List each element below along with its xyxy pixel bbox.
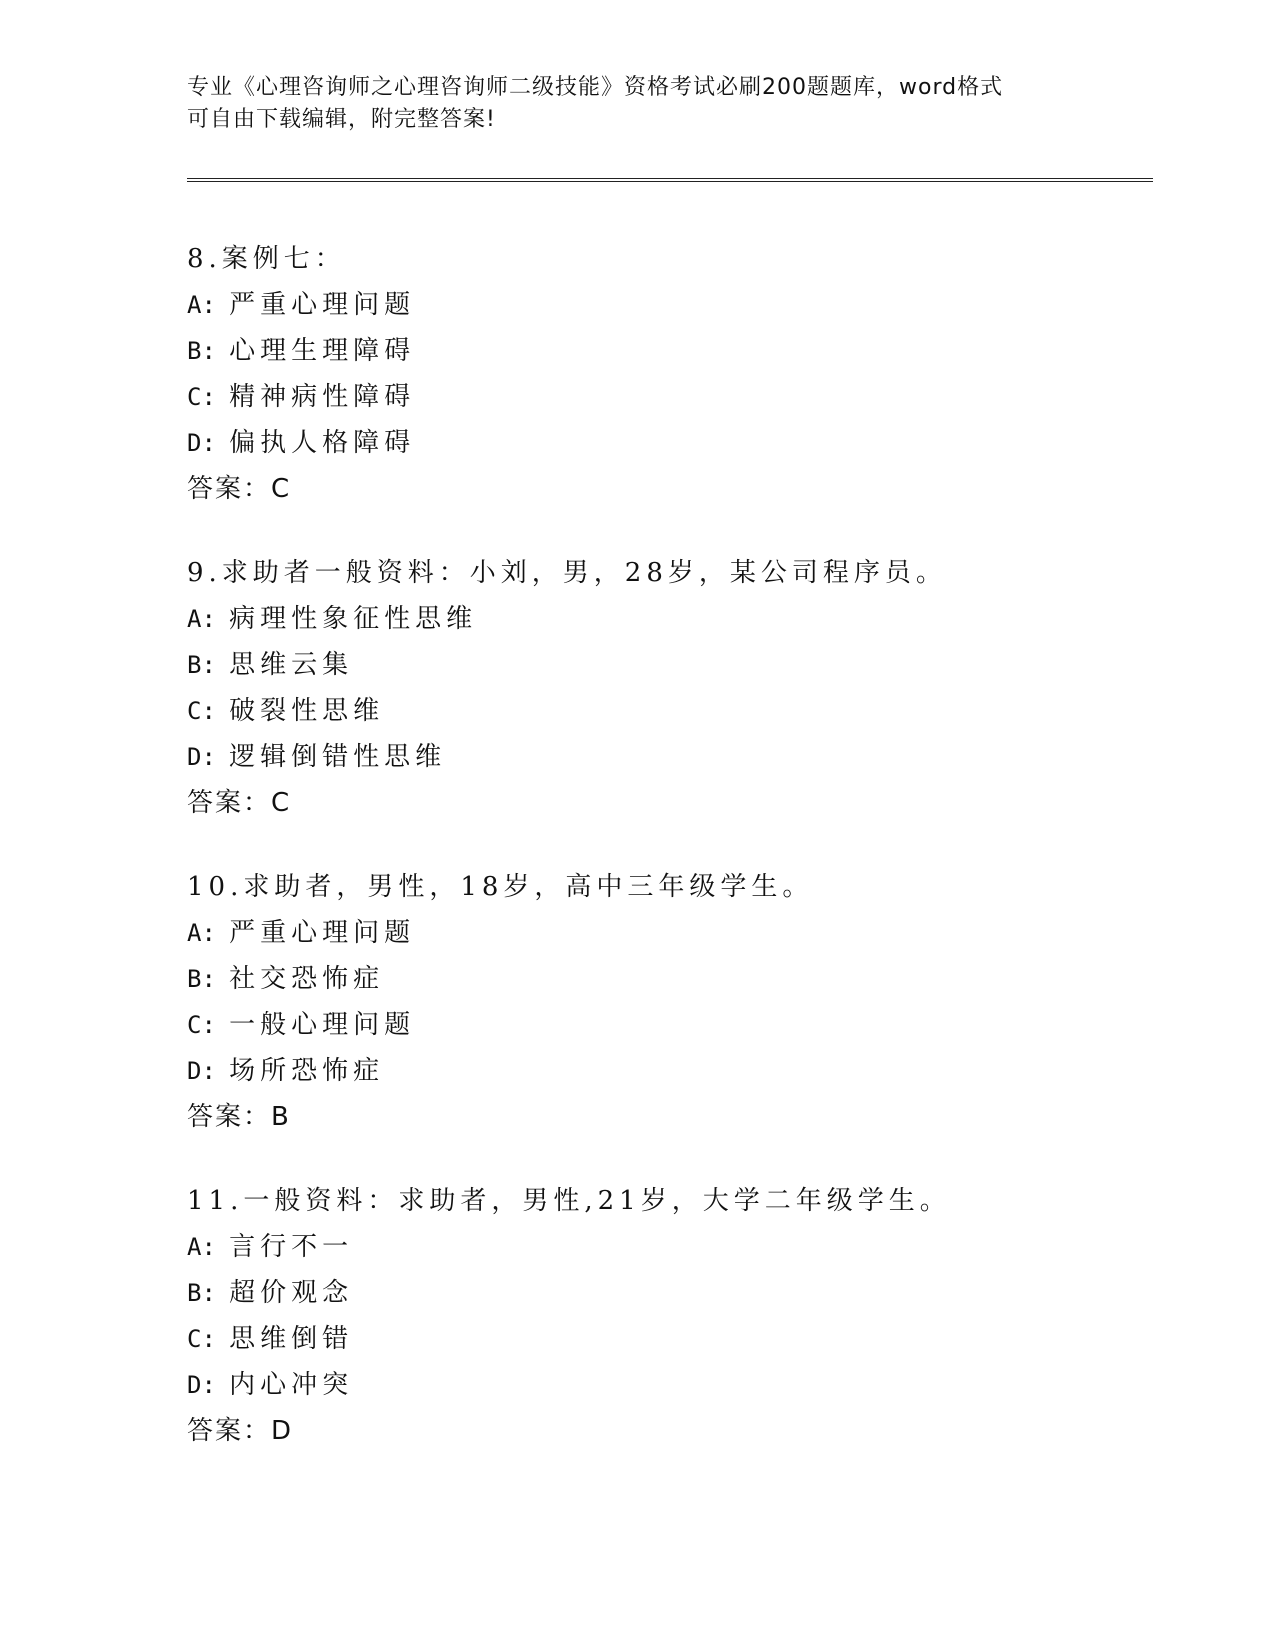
option-text: 超价观念 bbox=[229, 1278, 354, 1308]
option-letter: D: bbox=[187, 1057, 216, 1085]
question-8 bbox=[187, 236, 1147, 512]
option-text: 思维云集 bbox=[229, 650, 354, 680]
option-text: 心理生理障碍 bbox=[229, 336, 416, 366]
question-10 bbox=[187, 864, 1147, 1140]
option-text: 一般心理问题 bbox=[229, 1010, 416, 1040]
option-d bbox=[187, 1362, 1147, 1408]
option-letter: B: bbox=[187, 337, 216, 365]
answer-line: 答案：D bbox=[187, 1416, 294, 1446]
option-b bbox=[187, 956, 1147, 1002]
option-letter: A: bbox=[187, 605, 216, 633]
header-title-line-2: 可自由下载编辑，附完整答案! bbox=[187, 107, 496, 132]
option-letter: C: bbox=[187, 697, 216, 725]
option-c bbox=[187, 1002, 1147, 1048]
option-text: 场所恐怖症 bbox=[229, 1056, 385, 1086]
option-letter: B: bbox=[187, 1279, 216, 1307]
option-letter: A: bbox=[187, 291, 216, 319]
header-double-rule bbox=[187, 178, 1153, 182]
option-text: 言行不一 bbox=[229, 1232, 354, 1262]
option-text: 严重心理问题 bbox=[229, 290, 416, 320]
option-text: 精神病性障碍 bbox=[229, 382, 416, 412]
option-d bbox=[187, 420, 1147, 466]
option-text: 社交恐怖症 bbox=[229, 964, 385, 994]
option-letter: D: bbox=[187, 429, 216, 457]
question-9 bbox=[187, 550, 1147, 826]
option-letter: A: bbox=[187, 919, 216, 947]
option-letter: C: bbox=[187, 1011, 216, 1039]
option-text: 内心冲突 bbox=[229, 1370, 354, 1400]
option-d bbox=[187, 1048, 1147, 1094]
option-a bbox=[187, 596, 1147, 642]
question-list bbox=[187, 236, 1147, 1492]
option-letter: D: bbox=[187, 1371, 216, 1399]
option-a bbox=[187, 282, 1147, 328]
option-b bbox=[187, 1270, 1147, 1316]
answer-line: 答案：C bbox=[187, 474, 292, 504]
option-letter: A: bbox=[187, 1233, 216, 1261]
option-a bbox=[187, 910, 1147, 956]
question-stem: 9.求助者一般资料：小刘，男，28岁，某公司程序员。 bbox=[187, 558, 947, 588]
option-a bbox=[187, 1224, 1147, 1270]
document-header bbox=[187, 72, 1087, 136]
option-text: 思维倒错 bbox=[229, 1324, 354, 1354]
option-text: 病理性象征性思维 bbox=[229, 604, 478, 634]
option-text: 偏执人格障碍 bbox=[229, 428, 416, 458]
option-c bbox=[187, 688, 1147, 734]
question-11 bbox=[187, 1178, 1147, 1454]
question-stem: 11.一般资料：求助者，男性,21岁，大学二年级学生。 bbox=[187, 1186, 951, 1216]
option-c bbox=[187, 1316, 1147, 1362]
question-stem: 8.案例七： bbox=[187, 244, 346, 274]
option-letter: B: bbox=[187, 651, 216, 679]
option-letter: C: bbox=[187, 383, 216, 411]
answer-line: 答案：C bbox=[187, 788, 292, 818]
header-title-line-1: 专业《心理咨询师之心理咨询师二级技能》资格考试必刷200题题库，word格式 bbox=[187, 75, 1004, 100]
option-letter: D: bbox=[187, 743, 216, 771]
option-text: 逻辑倒错性思维 bbox=[229, 742, 447, 772]
option-text: 破裂性思维 bbox=[229, 696, 385, 726]
option-letter: C: bbox=[187, 1325, 216, 1353]
option-c bbox=[187, 374, 1147, 420]
option-b bbox=[187, 328, 1147, 374]
option-d bbox=[187, 734, 1147, 780]
option-text: 严重心理问题 bbox=[229, 918, 416, 948]
question-stem: 10.求助者，男性，18岁，高中三年级学生。 bbox=[187, 872, 814, 902]
answer-line: 答案：B bbox=[187, 1102, 291, 1132]
option-letter: B: bbox=[187, 965, 216, 993]
option-b bbox=[187, 642, 1147, 688]
